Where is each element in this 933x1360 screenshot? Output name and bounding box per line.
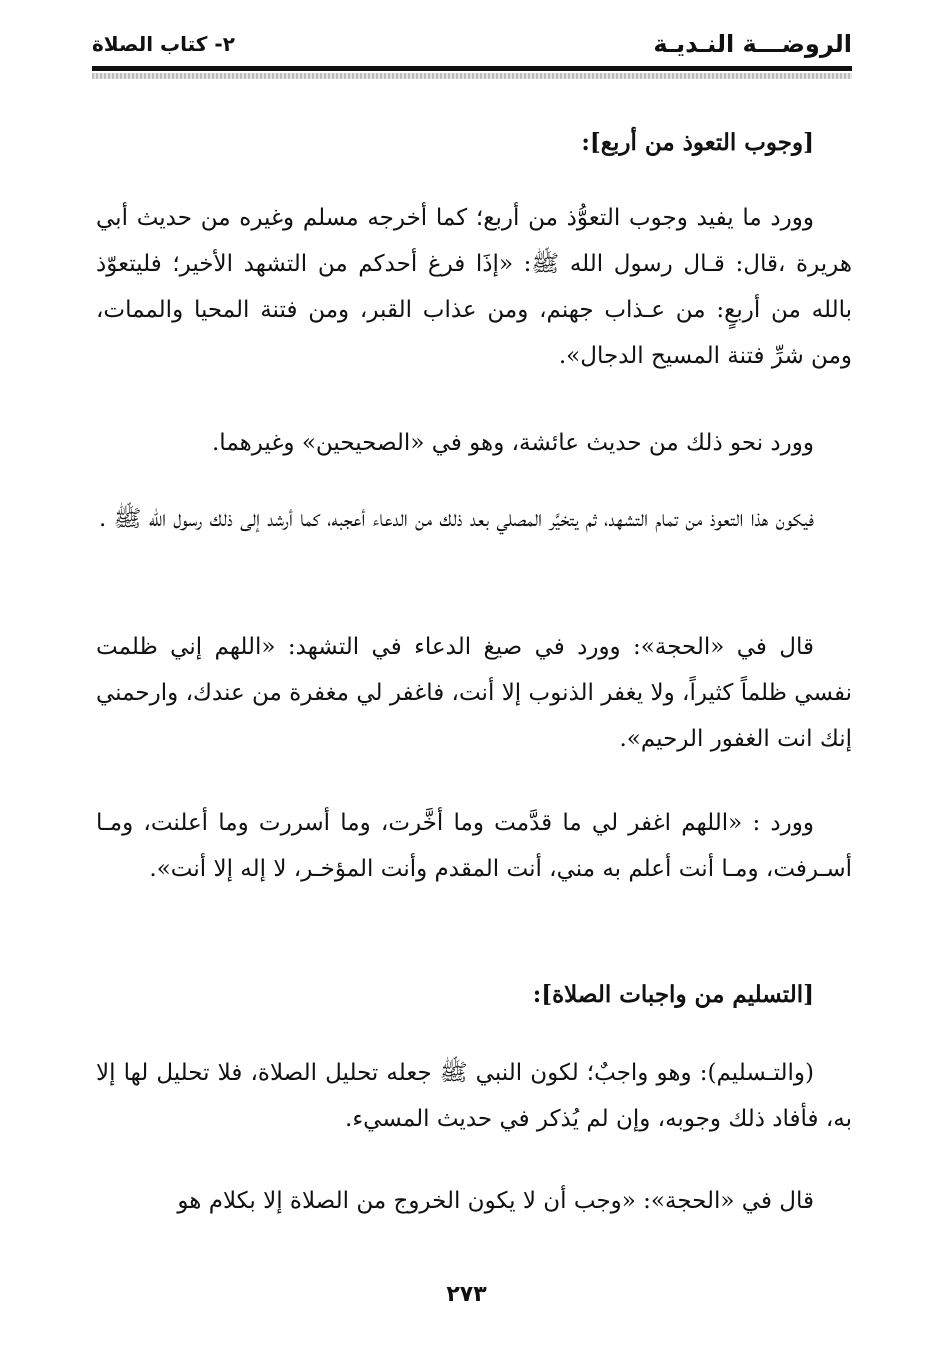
paragraph: وورد نحو ذلك من حديث عائشة، وهو في «الصحيحين» وغيرهما. xyxy=(212,430,814,456)
book-title: الروضـــة النـديـة xyxy=(653,30,852,58)
paragraph: قال في «الحجة»: وورد في صيغ الدعاء في التشهد: «اللهم إني ظلمت نفسي ظلماً كثيراً، ولا يغفر الذنوب إلا أنت، فاغفر لي مغفرة من عندك، وارحمني إنك انت الغفور الرحيم». xyxy=(96,634,852,752)
chapter-title: ٢- كتاب الصلاة xyxy=(92,32,235,56)
paragraph: وورد : «اللهم اغفر لي ما قدَّمت وما أخَّرت، وما أسررت وما أعلنت، ومـا أسـرفت، ومـا أنت أعلم به مني، أنت المقدم وأنت المؤخـر، لا إله إلا أنت». xyxy=(96,810,852,882)
page-number: ٢٧٣ xyxy=(446,1282,487,1307)
paragraph: قال في «الحجة»: «وجب أن لا يكون الخروج من الصلاة إلا بكلام هو xyxy=(177,1188,814,1214)
paragraph: وورد ما يفيد وجوب التعوُّذ من أربع؛ كما أخرجه مسلم وغيره من حديث أبي هريرة ،قال: قـال رسول الله ﷺ: «إذَا فرغ أحدكم من التشهد الأخير؛ فليتعوّذ بالله من أربعٍ: من عـذاب جهنم، ومن عذاب القبر، ومن فتنة المحيا والممات، ومن شرِّ فتنة المسيح الدجال». xyxy=(96,205,852,369)
page-body xyxy=(96,0,852,1360)
paragraph: فيكون هذا التعوذ من تمام التشهد، ثم يتخيَّر المصلي بعد ذلك من الدعاء أعجبه، كما أرشد إلى ذلك رسول الله ﷺ . xyxy=(99,506,814,532)
section-heading-tasleem: [التسليم من واجبات الصلاة]: xyxy=(532,981,814,1008)
section-heading-taawwudh: [وجوب التعوذ من أربع]: xyxy=(581,129,814,156)
paragraph: (والتـسليم): وهو واجبٌ؛ لكون النبي ﷺ جعله تحليل الصلاة، فلا تحليل لها إلا به، فأفاد ذلك وجوبه، وإن لم يُذكر في حديث المسيء. xyxy=(96,1060,852,1132)
